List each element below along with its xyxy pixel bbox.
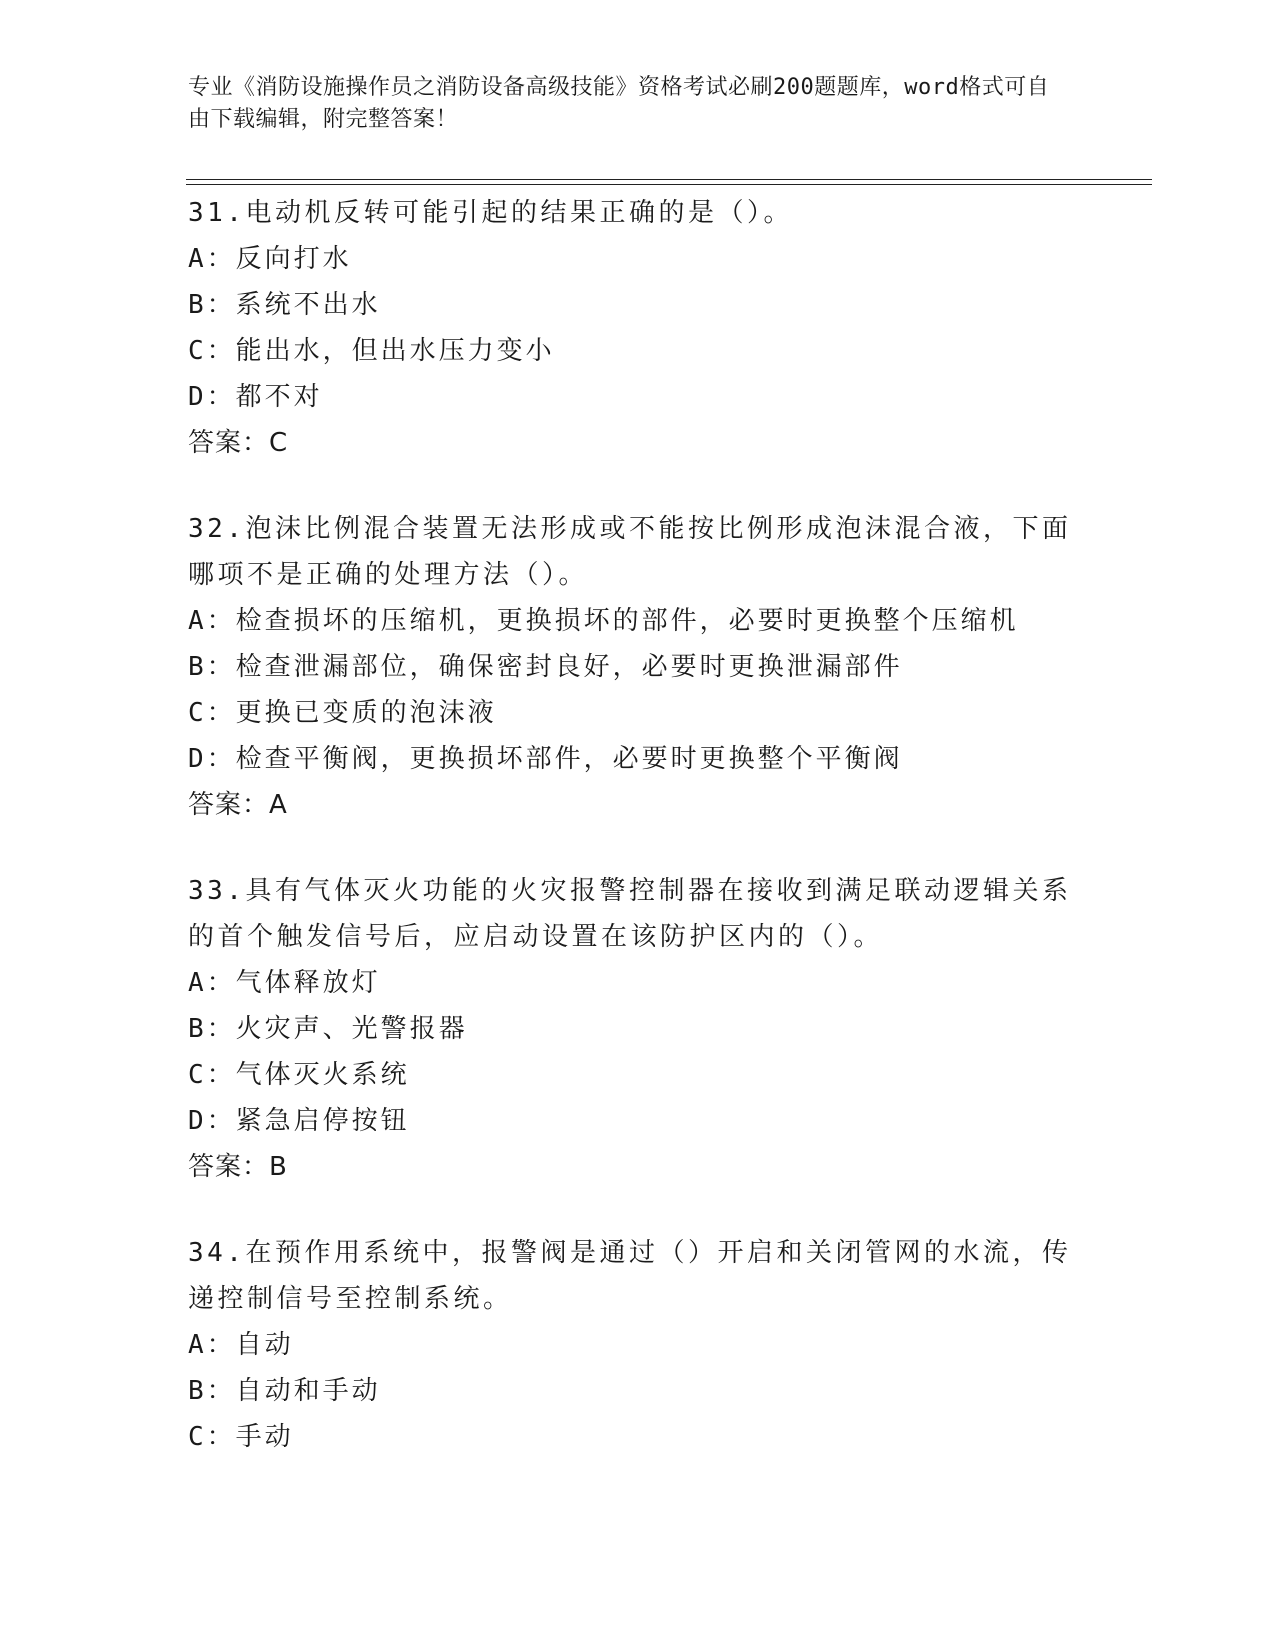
option-d: D：紧急启停按钮 bbox=[188, 1106, 410, 1136]
question-list bbox=[188, 190, 1088, 1460]
header-divider-bottom bbox=[186, 184, 1152, 185]
option-d: D：都不对 bbox=[188, 382, 323, 412]
option-b: B：火灾声、光警报器 bbox=[188, 1014, 468, 1044]
option-c: C：手动 bbox=[188, 1422, 294, 1452]
question-stem: 32.泡沫比例混合装置无法形成或不能按比例形成泡沫混合液，下面哪项不是正确的处理方法（）。 bbox=[188, 514, 1072, 590]
question-32 bbox=[188, 506, 1088, 828]
option-b: B：自动和手动 bbox=[188, 1376, 381, 1406]
question-31 bbox=[188, 190, 1088, 466]
header-divider-top bbox=[186, 179, 1152, 180]
question-33 bbox=[188, 868, 1088, 1190]
answer: 答案：A bbox=[188, 790, 288, 820]
option-a: A：反向打水 bbox=[188, 244, 352, 274]
option-c: C：更换已变质的泡沫液 bbox=[188, 698, 497, 728]
option-a: A：检查损坏的压缩机，更换损坏的部件，必要时更换整个压缩机 bbox=[188, 606, 1019, 636]
question-stem: 31.电动机反转可能引起的结果正确的是（）。 bbox=[188, 198, 793, 228]
option-c: C：气体灭火系统 bbox=[188, 1060, 410, 1090]
option-d: D：检查平衡阀，更换损坏部件，必要时更换整个平衡阀 bbox=[188, 744, 903, 774]
option-a: A：气体释放灯 bbox=[188, 968, 381, 998]
question-34 bbox=[188, 1230, 1088, 1460]
option-c: C：能出水，但出水压力变小 bbox=[188, 336, 555, 366]
document-header: 专业《消防设施操作员之消防设备高级技能》资格考试必刷200题题库，word格式可自由下载编辑，附完整答案！ bbox=[188, 75, 1050, 132]
option-b: B：系统不出水 bbox=[188, 290, 381, 320]
option-b: B：检查泄漏部位，确保密封良好，必要时更换泄漏部件 bbox=[188, 652, 903, 682]
answer: 答案：B bbox=[188, 1152, 288, 1182]
option-a: A：自动 bbox=[188, 1330, 294, 1360]
question-stem: 34.在预作用系统中，报警阀是通过（）开启和关闭管网的水流，传递控制信号至控制系统。 bbox=[188, 1238, 1072, 1314]
answer: 答案：C bbox=[188, 428, 289, 458]
question-stem: 33.具有气体灭火功能的火灾报警控制器在接收到满足联动逻辑关系的首个触发信号后，应启动设置在该防护区内的（）。 bbox=[188, 876, 1072, 952]
